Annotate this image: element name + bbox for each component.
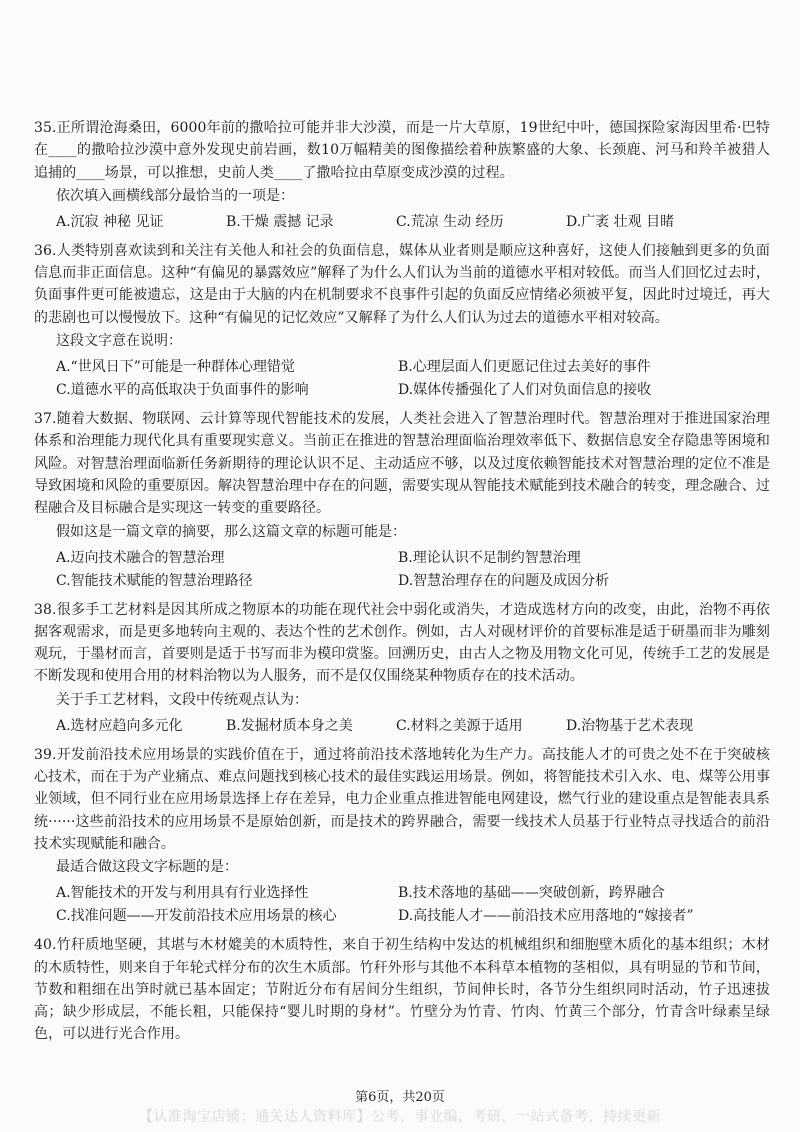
question-stem bbox=[34, 934, 770, 1045]
question-text: 正所谓沧海桑田，6000年前的撒哈拉可能并非大沙漠，而是一片大草原，19世纪中叶，德国探险家海因里希·巴特在____的撒哈拉沙漠中意外发现史前岩画，数10万幅精美的图像描绘着种族繁盛的大象、长颈鹿、河马和羚羊被猎人追捕的____场景，可以推想，史前人类____了撒哈拉由草原变成沙漠的过程。 bbox=[34, 120, 770, 181]
question-number: 37. bbox=[34, 411, 57, 428]
question-number: 38. bbox=[34, 601, 57, 618]
answer-options bbox=[34, 547, 770, 593]
question-37 bbox=[34, 408, 770, 592]
answer-option-d[interactable]: D.治物基于艺术表现 bbox=[566, 717, 694, 734]
question-40 bbox=[34, 934, 770, 1045]
question-stem bbox=[34, 408, 770, 519]
answer-option-d[interactable]: D.广袤 壮观 目睹 bbox=[566, 213, 675, 230]
question-39 bbox=[34, 744, 770, 928]
question-prompt: 这段文字意在说明： bbox=[56, 333, 182, 350]
answer-options bbox=[34, 211, 770, 234]
question-text: 很多手工艺材料是因其所成之物原本的功能在现代社会中弱化或消失，才造成选材方向的改变，由此，治物不再依据客观需求，而是更多地转向主观的、表达个性的艺术创作。例如，古人对砚材评价的首要标准是适于研墨而非为雕刻观玩，于墨材而言，首要则是适于书写而非为模印赏鉴。回溯历史，由古人之物及用物文化可见，传统手工艺的发展是不断发现和使用合用的材料治物以为人服务，而不是仅仅围绕某种物质存在的技术活动。 bbox=[34, 601, 770, 685]
question-35 bbox=[34, 117, 770, 234]
answer-options bbox=[34, 882, 770, 928]
answer-option-a[interactable]: A.沉寂 神秘 见证 bbox=[56, 213, 164, 230]
answer-options bbox=[34, 356, 770, 402]
question-stem bbox=[34, 117, 770, 184]
answer-option-b[interactable]: B.技术落地的基础——突破创新，跨界融合 bbox=[398, 885, 665, 902]
answer-options bbox=[34, 715, 770, 738]
question-prompt: 关于手工艺材料，文段中传统观点认为： bbox=[56, 691, 308, 708]
answer-option-c[interactable]: C.荒凉 生动 经历 bbox=[396, 213, 504, 230]
answer-option-c[interactable]: C.找准问题——开发前沿技术应用场景的核心 bbox=[56, 908, 337, 925]
page-number: 第6页，共20页 bbox=[355, 1090, 445, 1105]
answer-option-a[interactable]: A.迈向技术融合的智慧治理 bbox=[56, 549, 225, 566]
question-38 bbox=[34, 599, 770, 738]
answer-option-a[interactable]: A.“世风日下”可能是一种群体心理错觉 bbox=[56, 359, 295, 376]
question-number: 36. bbox=[34, 242, 57, 259]
question-list bbox=[34, 117, 770, 1052]
question-stem bbox=[34, 599, 770, 688]
question-text: 开发前沿技术应用场景的实践价值在于，通过将前沿技术落地转化为生产力。高技能人才的可贵之处不在于突破核心技术，而在于为产业痛点、难点问题找到核心技术的最佳实践运用场景。例如，将智能技术引入水、电、煤等公用事业领域，但不同行业在应用场景选择上存在差异，电力企业重点推进智能电网建设，燃气行业的建设重点是智能表具系统······这些前沿技术的应用场景不是原始创新，而是技术的跨界融合，需要一线技术人员基于行业特点寻找适合的前沿技术实现赋能和融合。 bbox=[34, 746, 770, 852]
question-number: 39. bbox=[34, 746, 57, 763]
question-text: 竹秆质地坚硬，其堪与木材媲美的木质特性，来自于初生结构中发达的机械组织和细胞壁木质化的基本组织；木材的木质特性，则来自于年轮式样分布的次生木质部。竹秆外形与其他不本科草本植物的茎相似，具有明显的节和节间，节数和粗细在出笋时就已基本固定；节附近分布有居间分生组织，节间伸长时，各节分生组织同时活动，竹子迅速拔高；缺少形成层，不能长粗，只能保持“婴儿时期的身材”。竹壁分为竹青、竹肉、竹黄三个部分，竹青含叶绿素呈绿色，可以进行光合作用。 bbox=[34, 937, 770, 1043]
question-prompt: 最适合做这段文字标题的是： bbox=[56, 859, 238, 876]
answer-option-c[interactable]: C.材料之美源于适用 bbox=[396, 717, 523, 734]
answer-option-d[interactable]: D.媒体传播强化了人们对负面信息的接收 bbox=[398, 382, 652, 399]
answer-option-c[interactable]: C.智能技术赋能的智慧治理路径 bbox=[56, 572, 253, 589]
watermark: 【认准淘宝店铺：通关达人资料库】公考，事业编，考研，一站式备考，持续更新 bbox=[139, 1109, 661, 1125]
answer-option-b[interactable]: B.心理层面人们更愿记住过去美好的事件 bbox=[398, 359, 651, 376]
question-number: 35. bbox=[34, 120, 57, 136]
answer-option-b[interactable]: B.发掘材质本身之美 bbox=[226, 717, 353, 734]
question-prompt: 依次填入画横线部分最恰当的一项是： bbox=[56, 187, 294, 204]
answer-option-a[interactable]: A.智能技术的开发与利用具有行业选择性 bbox=[56, 885, 309, 902]
question-text: 随着大数据、物联网、云计算等现代智能技术的发展，人类社会进入了智慧治理时代。智慧治理对于推进国家治理体系和治理能力现代化具有重要现实意义。当前正在推进的智慧治理面临治理效率低下、数据信息安全存隐患等困境和风险。对智慧治理面临新任务新期待的理论认识不足、主动适应不够，以及过度依赖智能技术对智慧治理的定位不准是导致困境和风险的重要原因。解决智慧治理中存在的问题，需要实现从智能技术赋能到技术融合的转变，理念融合、过程融合及目标融合是实现这一转变的重要路径。 bbox=[34, 411, 770, 517]
answer-option-c[interactable]: C.道德水平的高低取决于负面事件的影响 bbox=[56, 382, 309, 399]
question-prompt: 假如这是一篇文章的摘要，那么这篇文章的标题可能是： bbox=[56, 523, 406, 540]
answer-option-d[interactable]: D.高技能人才——前沿技术应用落地的“嫁接者” bbox=[398, 908, 694, 925]
answer-option-a[interactable]: A.选材应趋向多元化 bbox=[56, 717, 183, 734]
answer-option-b[interactable]: B.理论认识不足制约智慧治理 bbox=[398, 549, 581, 566]
question-text: 人类特别喜欢读到和关注有关他人和社会的负面信息，媒体从业者则是顺应这种喜好，这使人们接触到更多的负面信息而非正面信息。这种“有偏见的暴露效应”解释了为什么人们认为当前的道德水平相对较低。而当人们回忆过去时，负面事件更可能被遗忘，这是由于大脑的内在机制要求不良事件引起的负面反应情绪必须被平复，因此时过境迁，再大的悲剧也可以慢慢放下。这种“有偏见的记忆效应”又解释了为什么人们认为过去的道德水平相对较高。 bbox=[34, 242, 770, 326]
question-number: 40. bbox=[34, 937, 57, 954]
answer-option-d[interactable]: D.智慧治理存在的问题及成因分析 bbox=[398, 572, 610, 589]
question-stem bbox=[34, 744, 770, 855]
question-36 bbox=[34, 240, 770, 402]
answer-option-b[interactable]: B.干燥 震撼 记录 bbox=[226, 213, 334, 230]
question-stem bbox=[34, 240, 770, 329]
